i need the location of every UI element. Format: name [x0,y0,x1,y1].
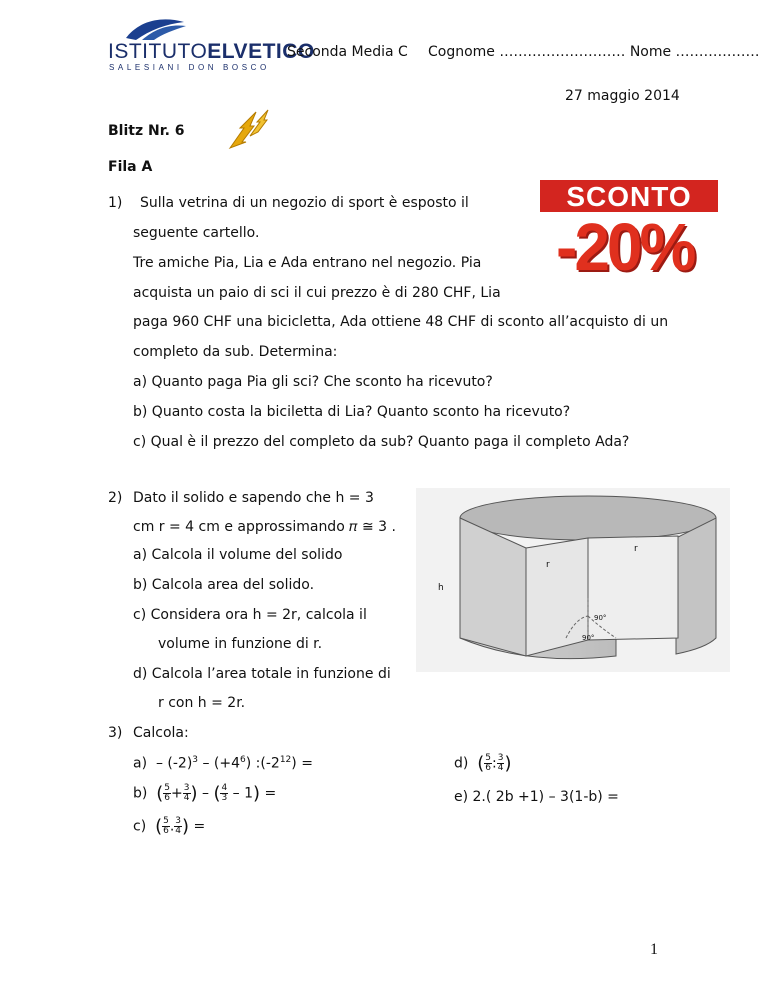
q2-item-c-cont: volume in funzione di r. [158,636,323,652]
fraction: $\frac{5}{6}$ [164,783,171,803]
logo-text-bold: ELVETICO [207,40,315,63]
school-logo [108,16,315,72]
q3-b-label: b) [133,785,148,802]
q2-number: 2) [108,490,123,506]
q3-a-label: a) [133,755,148,772]
q1-line-4: acquista un paio di sci il cui prezzo è di 280 CHF, Lia [133,285,501,301]
q3-a-part3: ) :(-2 [245,755,280,772]
fraction: $\frac{3}{4}$ [175,816,182,836]
q3-a-part1: – (-2) [155,755,193,772]
q2-line-1: Dato il solido e sapendo che h = 3 [133,490,374,506]
sconto-percent: -20% [556,209,694,285]
q1-number: 1) [108,195,123,211]
q1-item-b: b) Quanto costa la biciletta di Lia? Quanto sconto ha ricevuto? [133,404,571,420]
fraction: $\frac{4}{3}$ [221,783,228,803]
q3-c-label: c) [133,818,147,835]
q3-item-e: e) 2.( 2b +1) – 3(1-b) = [454,789,619,805]
q1-item-a: a) Quanto paga Pia gli sci? Che sconto ha ricevuto? [133,374,493,390]
fraction: $\frac{3}{4}$ [497,753,504,773]
fila-label: Fila A [108,159,153,175]
q3-number: 3) [108,725,123,741]
fig-label-r2: r [634,544,638,554]
q1-item-c: c) Qual è il prezzo del completo da sub? Quanto paga il completo Ada? [133,434,630,450]
lightning-icon [222,108,272,150]
q3-a-exp2: 6 [240,755,246,765]
q3-d-label: d) [454,755,469,772]
q2-item-b: b) Calcola area del solido. [133,577,315,593]
q3-a-exp3: 12 [279,755,292,765]
date: 27 maggio 2014 [565,88,680,104]
q2-item-a: a) Calcola il volume del solido [133,547,343,563]
logo-subtitle: SALESIANI DON BOSCO [109,63,270,72]
q2-item-c: c) Considera ora h = 2r, calcola il [133,607,367,623]
q3-item-c: c) ( $\frac{5}{6}$ . $\frac{3}{4}$ ) = [133,816,206,837]
name-fields: Cognome ……………………… Nome ……………… [428,44,760,60]
q3-item-b: b) ( $\frac{5}{6}$ + $\frac{3}{4}$ ) – ( $\frac{4}{3}$ – 1) = [133,783,277,804]
cylinder-sector-drawing [416,488,730,672]
class-label: Seconda Media C [287,44,408,60]
sconto-title: SCONTO [566,181,692,212]
logo-text-main: ISTITUTO [108,40,208,63]
page-title: Blitz Nr. 6 [108,123,185,139]
q2-item-d: d) Calcola l’area totale in funzione di [133,666,391,682]
fraction: $\frac{5}{6}$ [485,753,492,773]
q1-line-5: paga 960 CHF una bicicletta, Ada ottiene 48 CHF di sconto all’acquisto di un [133,314,669,330]
fig-label-angle-2: 90° [582,634,595,642]
q3-item-d: d) ( $\frac{5}{6}$ : $\frac{3}{4}$ ) [454,753,512,774]
fig-label-h: h [438,583,444,593]
q3-a-part4: ) = [291,755,313,772]
logo-wing-icon [126,16,186,40]
q3-a-part2: – (+4 [198,755,241,772]
q1-line-2: seguente cartello. [133,225,260,241]
q1-line-1: Sulla vetrina di un negozio di sport è esposto il [140,195,469,211]
sconto-sign [540,180,718,284]
page-number: 1 [650,941,658,958]
fraction: $\frac{3}{4}$ [183,783,190,803]
q3-item-a [133,755,313,772]
solid-figure [416,488,730,672]
fig-label-r1: r [546,560,550,570]
fraction: $\frac{5}{6}$ [163,816,169,836]
q2-item-d-cont: r con h = 2r. [158,695,246,711]
q3-intro: Calcola: [133,725,189,741]
q3-a-exp1: 3 [192,755,199,765]
q1-line-6: completo da sub. Determina: [133,344,338,360]
q1-line-3: Tre amiche Pia, Lia e Ada entrano nel negozio. Pia [133,255,482,271]
fig-label-angle-1: 90° [594,614,607,622]
q2-line-2: cm r = 4 cm e approssimando 𝜋 ≅ 3 . [133,519,396,535]
